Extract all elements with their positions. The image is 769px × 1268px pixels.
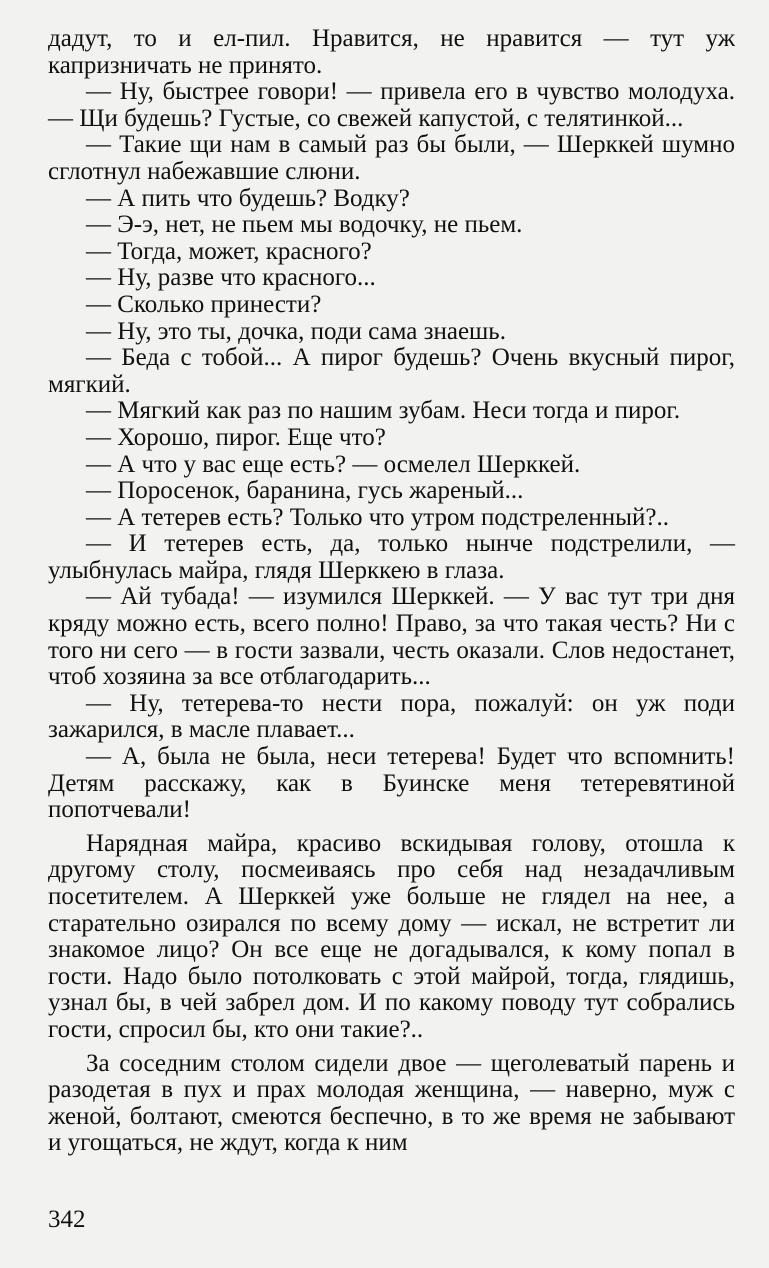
dialogue-line: — Ну, тетерева-то нести пора, пожалуй: он уж поди зажарился, в масле плавает... — [48, 689, 735, 744]
dialogue-line: — Э-э, нет, не пьем мы водочку, не пьем. — [86, 211, 523, 239]
dialogue-line: — Сколько принести? — [86, 290, 322, 318]
page-text — [48, 26, 735, 1157]
dialogue-line: — Ну, быстрее говори! — привела его в чувство молодуха. — Щи будешь? Густые, со свежей капустой, с телятинкой... — [48, 78, 735, 132]
dialogue-line: — Мягкий как раз по нашим зубам. Неси тогда и пирог. — [86, 397, 681, 425]
paragraph-continued: дадут, то и ел-пил. Нравится, не нравится — тут уж капризничать не принято. — [48, 25, 735, 79]
dialogue-line: — Ну, разве что красного... — [86, 264, 376, 292]
dialogue-line: — Поросенок, баранина, гусь жареный... — [86, 477, 524, 505]
dialogue-line: — Тогда, может, красного? — [86, 237, 372, 265]
dialogue-line: — Ну, это ты, дочка, поди сама знаешь. — [86, 317, 506, 345]
dialogue-line: — А, была не была, неси тетерева! Будет что вспомнить! Детям расскажу, как в Буинске меня тетеревятиной попотчевали! — [48, 743, 735, 824]
narrative-paragraph: Нарядная майра, красиво вскидывая голову, отошла к другому столу, посмеиваясь про себя над незадачливым посетителем. А Шерккей уже больше не глядел на нее, а старательно озирался по всему дому — искал, не встретит ли знакомое лицо? Он все еще не догадывался, к кому попал в гости. Надо было потолковать с этой майрой, тогда, глядишь, узнал бы, в чей забрел дом. И по какому поводу тут собрались гости, спросил бы, кто они такие?.. — [48, 829, 735, 1043]
dialogue-line: — А пить что будешь? Водку? — [86, 184, 410, 212]
dialogue-line: — Такие щи нам в самый раз бы были, — Шерккей шумно сглотнул набежавшие слюни. — [48, 131, 735, 185]
dialogue-line: — И тетерев есть, да, только нынче подстрелили, — улыбнулась майра, глядя Шерккею в глаза. — [48, 530, 735, 584]
dialogue-line: — Беда с тобой... А пирог будешь? Очень вкусный пирог, мягкий. — [48, 344, 735, 398]
narrative-paragraph: За соседним столом сидели двое — щеголеватый парень и разодетая в пух и прах молодая женщина, — наверно, муж с женой, болтают, смеются беспечно, в то же время не забывают и угощаться, не ждут, когда к ним — [48, 1049, 735, 1157]
dialogue-line: — А тетерев есть? Только что утром подстреленный?.. — [86, 503, 669, 531]
page-number: 342 — [48, 1206, 86, 1233]
dialogue-line: — Хорошо, пирог. Еще что? — [86, 423, 386, 451]
dialogue-line: — А что у вас еще есть? — осмелел Шерккей. — [86, 450, 581, 478]
dialogue-line: — Ай тубада! — изумился Шерккей. — У вас тут три дня кряду можно есть, всего полно! Право, за что такая честь? Ни с того ни сего — в гости зазвали, честь оказали. Слов недостанет, чтоб хозяина за все отблагодарить... — [48, 583, 735, 691]
